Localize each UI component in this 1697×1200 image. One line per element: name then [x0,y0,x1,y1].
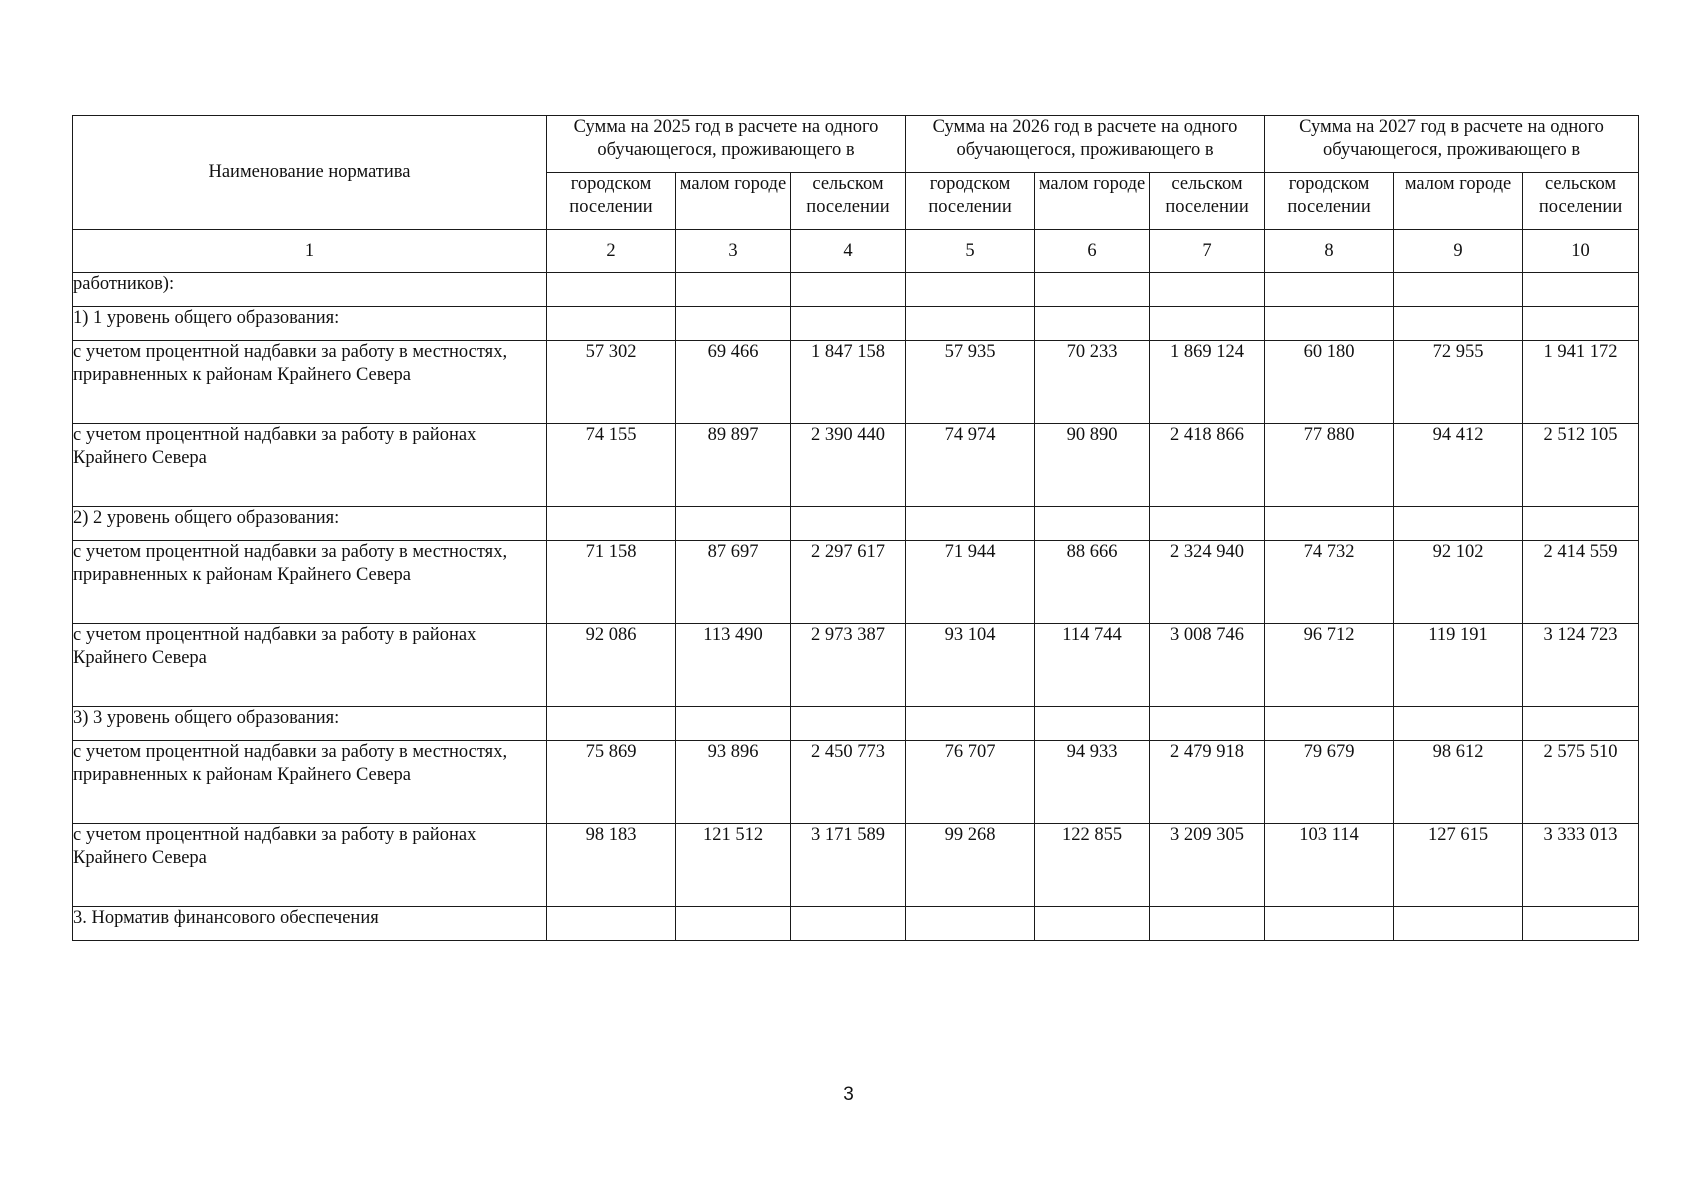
row-name: работников): [73,273,547,307]
section-row [73,907,1639,941]
value-cell: 89 897 [676,424,791,507]
section-row [73,307,1639,341]
value-cell [1265,273,1394,307]
value-cell: 76 707 [906,741,1035,824]
page-number: 3 [843,1084,854,1105]
norm-table [72,115,1639,941]
value-cell: 71 944 [906,541,1035,624]
value-cell [547,707,676,741]
value-cell: 3 171 589 [791,824,906,907]
table-row [73,824,1639,907]
value-cell: 122 855 [1035,824,1150,907]
table-row [73,424,1639,507]
value-cell [676,707,791,741]
row-name: 2) 2 уровень общего образования: [73,507,547,541]
value-cell: 127 615 [1394,824,1523,907]
value-cell: 2 418 866 [1150,424,1265,507]
value-cell: 1 847 158 [791,341,906,424]
value-cell [1150,907,1265,941]
value-cell: 2 390 440 [791,424,906,507]
value-cell: 70 233 [1035,341,1150,424]
column-number: 2 [547,230,676,273]
value-cell: 2 479 918 [1150,741,1265,824]
value-cell [1394,507,1523,541]
value-cell [1150,307,1265,341]
value-cell [547,273,676,307]
value-cell [1035,273,1150,307]
table-row [73,624,1639,707]
value-cell: 2 512 105 [1523,424,1639,507]
value-cell [1035,707,1150,741]
value-cell: 96 712 [1265,624,1394,707]
value-cell: 92 102 [1394,541,1523,624]
value-cell [1265,507,1394,541]
value-cell: 71 158 [547,541,676,624]
header-sub-small-town: малом городе [1035,173,1150,230]
row-name: с учетом процентной надбавки за работу в районах Крайнего Севера [73,624,547,707]
value-cell [791,707,906,741]
value-cell [676,273,791,307]
value-cell [676,507,791,541]
value-cell [1523,507,1639,541]
row-name: 3) 3 уровень общего образования: [73,707,547,741]
row-name: с учетом процентной надбавки за работу в районах Крайнего Севера [73,824,547,907]
column-number: 1 [73,230,547,273]
header-year-2027: Сумма на 2027 год в расчете на одного обучающегося, проживающего в [1265,116,1639,173]
value-cell: 79 679 [1265,741,1394,824]
value-cell [1523,307,1639,341]
value-cell [547,507,676,541]
value-cell [791,907,906,941]
value-cell: 121 512 [676,824,791,907]
value-cell [1394,707,1523,741]
column-number: 6 [1035,230,1150,273]
column-number: 8 [1265,230,1394,273]
value-cell: 2 414 559 [1523,541,1639,624]
value-cell: 2 973 387 [791,624,906,707]
row-name: 3. Норматив финансового обеспечения [73,907,547,941]
value-cell [1150,507,1265,541]
header-sub-urban: городском поселении [906,173,1035,230]
value-cell [906,507,1035,541]
value-cell: 57 302 [547,341,676,424]
row-name: с учетом процентной надбавки за работу в местностях, приравненных к районам Крайнего Севера [73,741,547,824]
value-cell: 75 869 [547,741,676,824]
value-cell: 74 974 [906,424,1035,507]
value-cell [676,907,791,941]
value-cell [547,307,676,341]
column-number-row [73,230,1639,273]
value-cell: 103 114 [1265,824,1394,907]
value-cell: 2 450 773 [791,741,906,824]
header-sub-urban: городском поселении [1265,173,1394,230]
value-cell: 1 941 172 [1523,341,1639,424]
header-sub-rural: сельском поселении [1523,173,1639,230]
header-year-2026: Сумма на 2026 год в расчете на одного обучающегося, проживающего в [906,116,1265,173]
value-cell: 88 666 [1035,541,1150,624]
column-number: 5 [906,230,1035,273]
section-row [73,507,1639,541]
value-cell: 1 869 124 [1150,341,1265,424]
value-cell: 99 268 [906,824,1035,907]
section-row [73,273,1639,307]
header-sub-urban: городском поселении [547,173,676,230]
value-cell [1035,907,1150,941]
value-cell [1523,907,1639,941]
value-cell: 92 086 [547,624,676,707]
value-cell [906,307,1035,341]
value-cell: 113 490 [676,624,791,707]
header-name-column: Наименование норматива [73,116,547,230]
column-number: 10 [1523,230,1639,273]
value-cell: 74 155 [547,424,676,507]
value-cell: 114 744 [1035,624,1150,707]
value-cell: 3 333 013 [1523,824,1639,907]
header-sub-rural: сельском поселении [791,173,906,230]
value-cell [1265,307,1394,341]
table-body [73,273,1639,941]
row-name: с учетом процентной надбавки за работу в местностях, приравненных к районам Крайнего Севера [73,541,547,624]
column-number: 3 [676,230,791,273]
row-name: с учетом процентной надбавки за работу в районах Крайнего Севера [73,424,547,507]
header-sub-small-town: малом городе [676,173,791,230]
value-cell: 3 008 746 [1150,624,1265,707]
row-name: 1) 1 уровень общего образования: [73,307,547,341]
value-cell: 93 896 [676,741,791,824]
value-cell: 77 880 [1265,424,1394,507]
value-cell [906,707,1035,741]
column-number: 9 [1394,230,1523,273]
value-cell [1394,307,1523,341]
value-cell: 60 180 [1265,341,1394,424]
value-cell: 87 697 [676,541,791,624]
value-cell: 72 955 [1394,341,1523,424]
value-cell [906,273,1035,307]
header-year-2025: Сумма на 2025 год в расчете на одного обучающегося, проживающего в [547,116,906,173]
value-cell: 57 935 [906,341,1035,424]
value-cell: 3 124 723 [1523,624,1639,707]
value-cell [547,907,676,941]
value-cell: 2 297 617 [791,541,906,624]
value-cell [791,273,906,307]
value-cell [1394,907,1523,941]
value-cell [1265,707,1394,741]
table-row [73,341,1639,424]
header-sub-small-town: малом городе [1394,173,1523,230]
value-cell [791,307,906,341]
section-row [73,707,1639,741]
value-cell: 98 183 [547,824,676,907]
value-cell [1523,273,1639,307]
value-cell [791,507,906,541]
value-cell [1265,907,1394,941]
value-cell: 74 732 [1265,541,1394,624]
value-cell: 94 412 [1394,424,1523,507]
value-cell [676,307,791,341]
column-number: 7 [1150,230,1265,273]
value-cell: 2 575 510 [1523,741,1639,824]
value-cell [1394,273,1523,307]
value-cell [1150,273,1265,307]
table-row [73,741,1639,824]
column-number: 4 [791,230,906,273]
value-cell [906,907,1035,941]
value-cell: 69 466 [676,341,791,424]
value-cell: 94 933 [1035,741,1150,824]
table-row [73,541,1639,624]
value-cell [1035,507,1150,541]
value-cell: 3 209 305 [1150,824,1265,907]
value-cell: 98 612 [1394,741,1523,824]
value-cell: 93 104 [906,624,1035,707]
value-cell [1150,707,1265,741]
row-name: с учетом процентной надбавки за работу в местностях, приравненных к районам Крайнего Севера [73,341,547,424]
value-cell [1523,707,1639,741]
value-cell [1035,307,1150,341]
value-cell: 90 890 [1035,424,1150,507]
value-cell: 119 191 [1394,624,1523,707]
header-sub-rural: сельском поселении [1150,173,1265,230]
value-cell: 2 324 940 [1150,541,1265,624]
